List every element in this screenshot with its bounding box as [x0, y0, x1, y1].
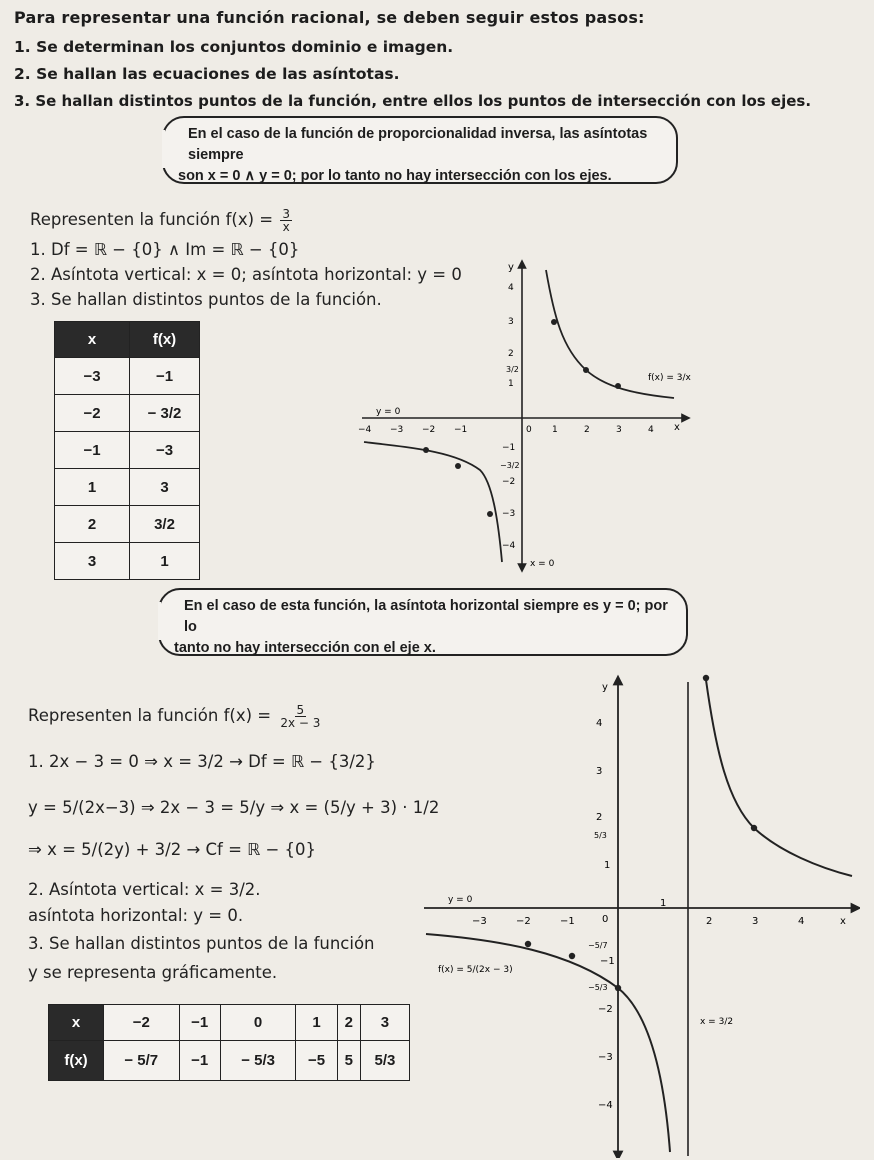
table1-cell: 1 — [130, 543, 200, 580]
table2-header-x: x — [49, 1005, 104, 1041]
intro-step-1: 1. Se determinan los conjuntos dominio e imagen. — [14, 38, 454, 56]
intro-title-post: , se deben seguir estos pasos: — [364, 8, 645, 27]
callout2-line1: En el caso de esta función, la asíntota horizontal siempre es y = 0; por lo — [184, 598, 668, 635]
example1-fn-num: 3 — [282, 207, 290, 221]
example1-graph — [356, 256, 692, 574]
graph2-x-tick: 1 — [660, 898, 667, 909]
example2-step3a: 3. Se hallan distintos puntos de la función — [28, 934, 375, 953]
graph2-point — [615, 985, 621, 991]
graph2-x-ticks — [472, 898, 804, 927]
table2-header-fx: f(x) — [49, 1041, 104, 1081]
graph1-v-asymptote-label: x = 0 — [530, 559, 555, 569]
graph2-y-tick: 2 — [596, 812, 603, 823]
graph1-point — [583, 367, 589, 373]
graph1-x-ticks — [358, 425, 654, 435]
table-row — [49, 1005, 410, 1041]
example2-fn-fraction — [278, 704, 322, 729]
graph2-point — [569, 953, 575, 959]
example2-prompt — [28, 704, 324, 729]
table-row — [55, 543, 200, 580]
table-row — [49, 1041, 410, 1081]
table2-cell: 1 — [296, 1005, 337, 1041]
graph1-y-tick: 2 — [508, 349, 514, 359]
table1-cell: −1 — [130, 358, 200, 395]
example2-values-table — [48, 1004, 410, 1081]
callout-inverse-proportionality — [162, 116, 678, 184]
example2-step2b: asíntota horizontal: y = 0. — [28, 906, 244, 925]
intro-step-2: 2. Se hallan las ecuaciones de las asíntotas. — [14, 65, 400, 83]
graph1-y-tick: 1 — [508, 379, 514, 389]
example1-step1: 1. Df = ℝ − {0} ∧ Im = ℝ − {0} — [30, 240, 300, 259]
table2-cell: −1 — [179, 1041, 220, 1081]
graph2-y-tick: −3 — [598, 1052, 613, 1063]
graph2-y-axis-label: y — [602, 682, 608, 693]
table2-cell: 5/3 — [360, 1041, 409, 1081]
graph1-h-asymptote-label: y = 0 — [376, 407, 401, 417]
graph1-x-tick: −1 — [454, 425, 468, 435]
graph1-x-tick: −2 — [422, 425, 436, 435]
intro-title-pre: Para — [14, 8, 62, 27]
graph2-point — [525, 941, 531, 947]
example2-line2: y = 5/(2x−3) ⇒ 2x − 3 = 5/y ⇒ x = (5/y + 3) · 1/2 — [28, 798, 440, 817]
table1-cell: 3 — [55, 543, 130, 580]
graph2-y-tick: 1 — [604, 860, 611, 871]
graph1-y-tick: −1 — [502, 443, 516, 453]
graph1-x-tick: −3 — [390, 425, 404, 435]
graph2-point — [751, 825, 757, 831]
intro-step-3: 3. Se hallan distintos puntos de la función, entre ellos los puntos de intersección con los ejes. — [14, 92, 812, 110]
table1-cell: 3 — [130, 469, 200, 506]
graph1-x-tick: 2 — [584, 425, 590, 435]
table1-cell: −3 — [55, 358, 130, 395]
example2-graph — [420, 672, 860, 1158]
graph2-curve-positive-branch — [706, 680, 852, 876]
example1-fn-den: x — [282, 220, 290, 234]
callout-horizontal-asymptote — [158, 588, 688, 656]
table2-cell: − 5/7 — [104, 1041, 180, 1081]
graph1-y-frac-pos: 3/2 — [506, 365, 519, 374]
graph2-y-tick: 3 — [596, 766, 603, 777]
example2-line3: ⇒ x = 5/(2y) + 3/2 → Cf = ℝ − {0} — [28, 840, 317, 859]
table1-header-x: x — [55, 322, 130, 358]
graph1-x-tick: 1 — [552, 425, 558, 435]
graph2-x-tick: 3 — [752, 916, 759, 927]
example1-prompt-text: Representen la función f(x) = — [30, 210, 274, 229]
table-row — [55, 432, 200, 469]
example2-fn-num: 5 — [296, 703, 305, 717]
graph1-y-ticks — [500, 283, 520, 551]
table1-cell: −2 — [55, 395, 130, 432]
intro-title — [14, 8, 645, 27]
table1-cell: 1 — [55, 469, 130, 506]
table2-cell: −2 — [104, 1005, 180, 1041]
graph1-x-axis-label: x — [674, 422, 680, 433]
graph2-x-tick: −1 — [560, 916, 575, 927]
table1-cell: 3/2 — [130, 506, 200, 543]
graph2-y-frac-neg2: −5/3 — [588, 983, 608, 992]
callout1-line1: En el caso de la función de proporcionalidad inversa, las asíntotas siempre — [188, 126, 648, 163]
intro-title-bold: representar una función racional — [61, 8, 365, 27]
graph1-y-tick: −4 — [502, 541, 516, 551]
graph2-y-frac-pos: 5/3 — [594, 831, 607, 840]
graph2-y-tick: −4 — [598, 1100, 613, 1111]
graph1-y-axis-label: y — [508, 262, 514, 273]
graph2-x-tick: 2 — [706, 916, 713, 927]
graph1-y-tick: −2 — [502, 477, 516, 487]
table2-cell: 2 — [337, 1005, 360, 1041]
table-row — [55, 469, 200, 506]
graph2-y-frac-neg1: −5/7 — [588, 941, 608, 950]
table-row — [55, 395, 200, 432]
table1-cell: −3 — [130, 432, 200, 469]
example2-step3b: y se representa gráficamente. — [28, 963, 278, 982]
callout2-line2: tanto no hay intersección con el eje x. — [174, 640, 436, 656]
example2-prompt-text: Representen la función f(x) = — [28, 706, 272, 725]
graph2-h-asymptote-label: y = 0 — [448, 895, 473, 905]
table2-cell: 5 — [337, 1041, 360, 1081]
example2-fn-den: 2x − 3 — [280, 716, 321, 730]
example1-step3: 3. Se hallan distintos puntos de la función. — [30, 290, 382, 309]
graph1-y-tick: 4 — [508, 283, 514, 293]
graph2-y-tick: −2 — [598, 1004, 613, 1015]
example2-step2a: 2. Asíntota vertical: x = 3/2. — [28, 880, 261, 899]
example1-values-table — [54, 321, 200, 580]
graph1-x-tick: 3 — [616, 425, 622, 435]
graph1-x-tick: −4 — [358, 425, 372, 435]
graph2-y-tick: 4 — [596, 718, 603, 729]
graph1-curve-negative-branch — [364, 442, 502, 562]
table2-cell: −5 — [296, 1041, 337, 1081]
example1-fn-fraction — [280, 208, 292, 233]
graph2-x-tick: −2 — [516, 916, 531, 927]
table1-header-fx: f(x) — [130, 322, 200, 358]
graph1-curve-label: f(x) = 3/x — [648, 373, 691, 383]
graph1-point — [615, 383, 621, 389]
graph1-point — [455, 463, 461, 469]
table1-cell: 2 — [55, 506, 130, 543]
table2-cell: −1 — [179, 1005, 220, 1041]
example2-line1: 1. 2x − 3 = 0 ⇒ x = 3/2 → Df = ℝ − {3/2} — [28, 752, 376, 771]
graph2-x-axis-label: x — [840, 916, 846, 927]
graph2-curve-label: f(x) = 5/(2x − 3) — [438, 965, 513, 975]
graph1-y-tick: −3 — [502, 509, 516, 519]
graph2-x-tick: −3 — [472, 916, 487, 927]
graph2-point — [703, 675, 709, 681]
table2-cell: − 5/3 — [220, 1041, 296, 1081]
table1-cell: −1 — [55, 432, 130, 469]
example1-prompt — [30, 208, 294, 233]
callout1-line2: son x = 0 ∧ y = 0; por lo tanto no hay intersección con los ejes. — [178, 168, 612, 184]
graph1-x-tick: 0 — [526, 425, 532, 435]
table-row — [55, 506, 200, 543]
graph1-point — [487, 511, 493, 517]
graph1-y-frac-neg: −3/2 — [500, 461, 520, 470]
graph2-y-tick: −1 — [600, 956, 615, 967]
graph1-x-tick: 4 — [648, 425, 654, 435]
graph2-x-tick: 0 — [602, 914, 609, 925]
graph1-y-tick: 3 — [508, 317, 514, 327]
table2-cell: 3 — [360, 1005, 409, 1041]
table1-cell: − 3/2 — [130, 395, 200, 432]
table2-cell: 0 — [220, 1005, 296, 1041]
example1-step2: 2. Asíntota vertical: x = 0; asíntota horizontal: y = 0 — [30, 265, 462, 284]
table-row — [55, 358, 200, 395]
graph1-point — [423, 447, 429, 453]
graph1-point — [551, 319, 557, 325]
graph2-v-asymptote-label: x = 3/2 — [700, 1017, 734, 1027]
graph2-x-tick: 4 — [798, 916, 805, 927]
